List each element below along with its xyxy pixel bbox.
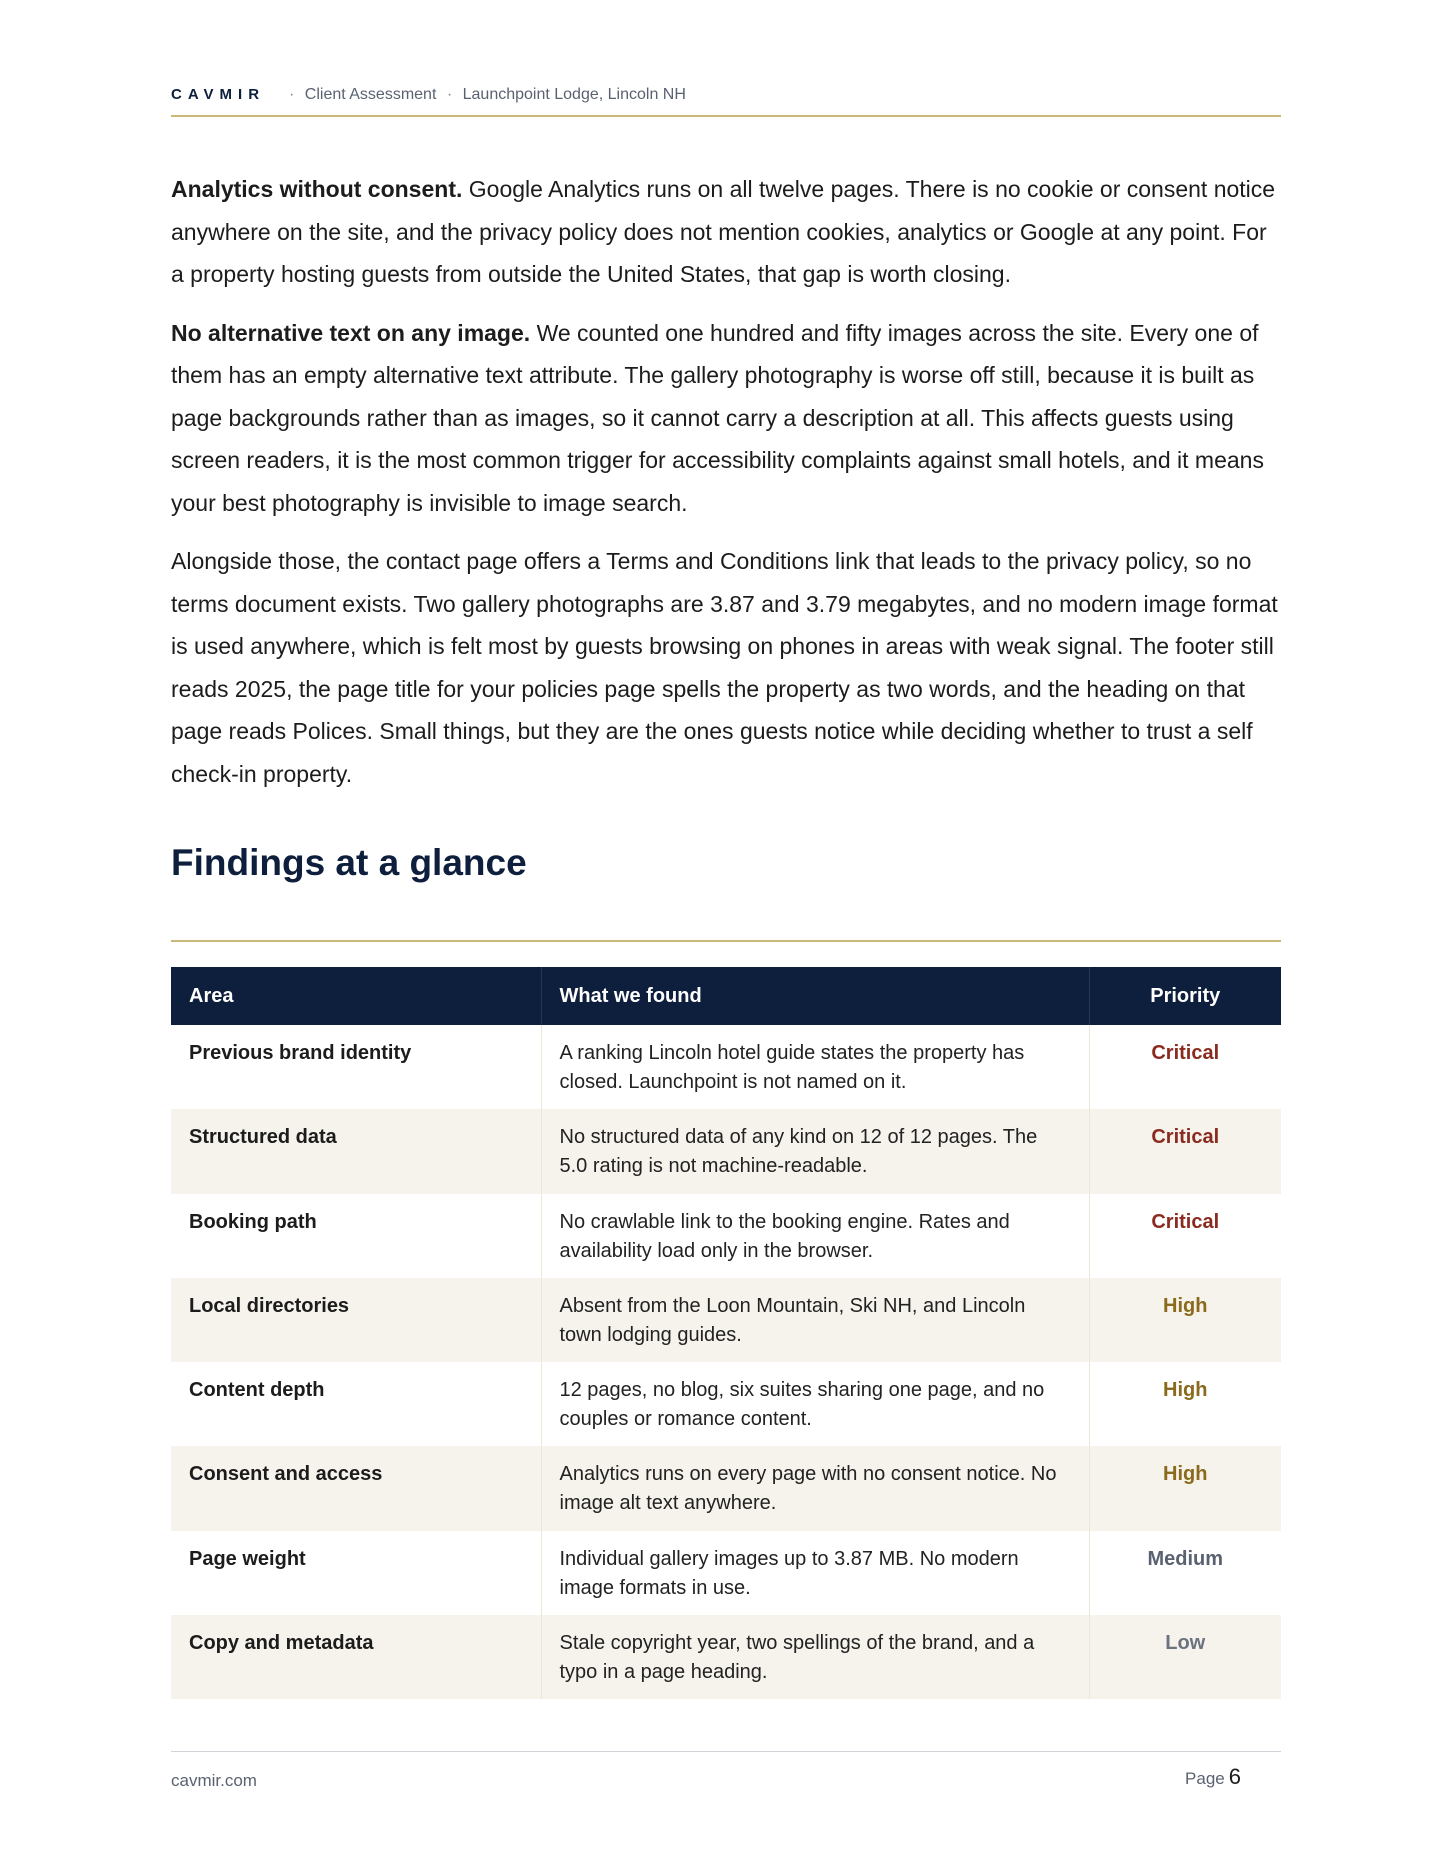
column-header-area: Area [171,967,541,1025]
priority-badge: High [1089,1278,1281,1362]
section-title: Findings at a glance [171,842,527,883]
cell-area: Page weight [189,1547,306,1570]
paragraph-other-issues [171,540,1281,795]
table-row [171,1362,1281,1446]
paragraph-lead: Analytics without consent. [171,176,463,202]
breadcrumb-separator: · [289,86,295,103]
footer-divider [171,1751,1281,1752]
page-number [1185,1764,1241,1790]
breadcrumb-section: Client Assessment [304,86,437,103]
table-row [171,1194,1281,1278]
cell-area: Copy and metadata [171,1615,541,1699]
brand-wordmark: CAVMIR [171,86,266,103]
paragraph-alt-text [171,312,1281,525]
cell-area: Previous brand identity [189,1042,412,1064]
cell-finding: Absent from the Loon Mountain, Ski NH, and Lincoln town lodging guides. [541,1278,1089,1362]
cell-finding: Analytics runs on every page with no consent notice. No image alt text anywhere. [541,1446,1089,1530]
table-row [171,1109,1281,1193]
cell-area: Local directories [171,1278,541,1362]
findings-table [171,967,1281,1699]
page-number-value: 6 [1228,1764,1241,1789]
priority-badge: Critical [1089,1025,1281,1109]
cell-area: Content depth [189,1379,325,1402]
priority-badge: Low [1089,1615,1281,1699]
paragraph-lead: No alternative text on any image. [171,319,531,346]
page-label: Page [1185,1769,1225,1788]
priority-badge: High [1089,1446,1281,1530]
footer-site: cavmir.com [171,1771,257,1790]
column-header-found: What we found [541,967,1089,1025]
cell-area: Consent and access [171,1446,541,1530]
cell-finding: A ranking Lincoln hotel guide states the property has closed. Launchpoint is not named on it. [541,1025,1089,1109]
body-text [171,168,1281,811]
paragraph-text: Alongside those, the contact page offers a Terms and Conditions link that leads to the privacy policy, so no terms document exists. Two gallery photographs are 3.87 and 3.79 megabytes, and no modern image format is used anywhere, which is felt most by guests browsing on phones in areas with weak signal. The footer still reads 2025, the page title for your policies page spells the property as two words, and the heading on that page reads Polices. Small things, but they are the ones guests notice while deciding whether to trust a self check-in property. [171,548,1278,787]
table-row [171,1446,1281,1530]
cell-finding: Individual gallery images up to 3.87 MB. No modern image formats in use. [541,1531,1089,1615]
section-divider [171,940,1281,942]
column-header-priority: Priority [1089,967,1281,1025]
paragraph-text: We counted one hundred and fifty images across the site. Every one of them has an empty alternative text attribute. The gallery photography is worse off still, because it is built as page backgrounds rather than as images, so it cannot carry a description at all. This affects guests using screen readers, it is the most common trigger for accessibility complaints against small hotels, and it means your best photography is invisible to image search. [171,319,1264,516]
cell-area: Structured data [171,1109,541,1193]
table-row [171,1531,1281,1615]
priority-badge: Critical [1089,1109,1281,1193]
page-header [171,86,1281,117]
breadcrumb-separator: · [446,86,453,103]
cell-finding: 12 pages, no blog, six suites sharing one page, and no couples or romance content. [541,1362,1089,1446]
priority-badge: Medium [1089,1531,1281,1615]
cell-finding: Stale copyright year, two spellings of the brand, and a typo in a page heading. [541,1615,1089,1699]
cell-area: Booking path [189,1210,317,1233]
cell-finding: No crawlable link to the booking engine. Rates and availability load only in the browser. [541,1194,1089,1278]
table-row [171,1615,1281,1699]
breadcrumb [283,86,686,104]
table-row [171,1278,1281,1362]
paragraph-analytics [171,168,1281,296]
paragraph-text: Google Analytics runs on all twelve pages. There is no cookie or consent notice anywhere on the site, and the privacy policy does not mention cookies, analytics or Google at any point. For a property hosting guests from outside the United States, that gap is worth closing. [171,176,1276,287]
document-page [171,0,1281,1870]
priority-badge: Critical [1089,1194,1281,1278]
breadcrumb-client: Launchpoint Lodge, Lincoln NH [462,86,686,103]
table-row [171,1025,1281,1109]
table-header-row [171,967,1281,1025]
cell-finding: No structured data of any kind on 12 of 12 pages. The 5.0 rating is not machine-readable. [541,1109,1089,1193]
priority-badge: High [1089,1362,1281,1446]
